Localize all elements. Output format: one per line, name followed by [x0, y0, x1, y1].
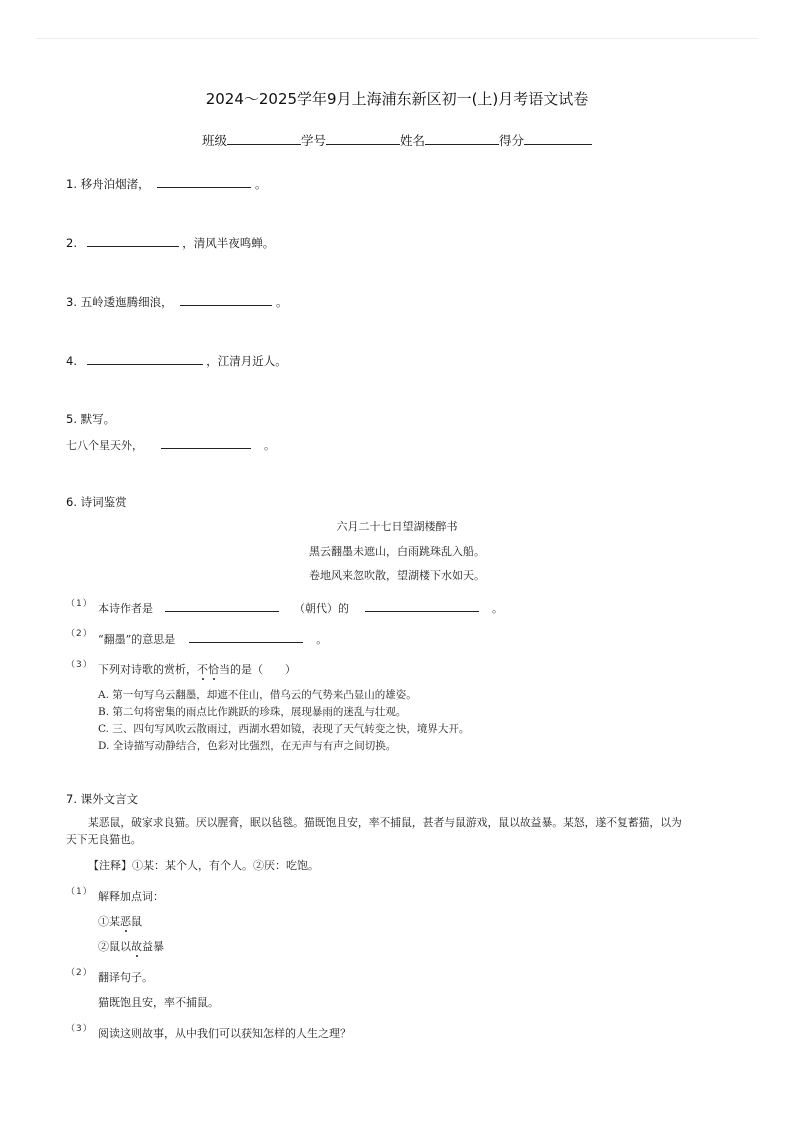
- question-number: 5.: [66, 412, 77, 426]
- question-number: 6.: [66, 495, 77, 509]
- passage-note: 【注释】①某：某个人，有个人。②厌：吃饱。: [88, 859, 319, 872]
- option-d[interactable]: D. 全诗描写动静结合，色彩对比强烈，在无声与有声之间切换。: [98, 740, 397, 752]
- question-7: [66, 791, 138, 807]
- translate-sentence: 猫既饱且安，率不捕鼠。: [98, 996, 219, 1009]
- sub-question-6-1: [98, 599, 503, 616]
- passage-line: 某恶鼠，破家求良猫。厌以腥膏，眠以毡毯。猫既饱且安，率不捕鼠，甚者与鼠游戏，鼠以故益暴。某怒，遂不复蓄猫，以为: [88, 816, 682, 829]
- word-text: ①某: [98, 915, 120, 928]
- word-item: [98, 938, 164, 954]
- sub-question-7-3: 阅读这则故事，从中我们可以获知怎样的人生之理？: [98, 1027, 351, 1040]
- dotted-char: 故: [131, 940, 142, 953]
- sub-question-number: （3）: [66, 1024, 93, 1034]
- question-4: [66, 352, 287, 369]
- header-divider: [36, 38, 758, 39]
- word-text: 鼠: [131, 915, 142, 928]
- question-5-line: [66, 436, 275, 453]
- class-label: 班级: [201, 133, 227, 148]
- question-end: 。: [254, 177, 267, 191]
- dynasty-blank[interactable]: [365, 599, 479, 612]
- option-b[interactable]: B. 第二句将密集的雨点比作跳跃的珍珠，展现暴雨的迷乱与壮观。: [98, 706, 407, 718]
- student-info-line: [0, 131, 794, 149]
- page-title: 2024～2025学年9月上海浦东新区初一(上)月考语文试卷: [205, 90, 589, 108]
- class-field[interactable]: [227, 132, 301, 145]
- question-text: 五岭逶迤腾细浪，: [80, 295, 173, 309]
- sub-question-text: 本诗作者是: [98, 602, 153, 615]
- sub-question-end: 。: [316, 633, 328, 646]
- word-text: ②鼠以: [98, 940, 131, 953]
- option-a[interactable]: A. 第一句写乌云翻墨，却遮不住山，借乌云的气势来凸显山的雄姿。: [98, 689, 417, 701]
- question-heading: 课外文言文: [80, 792, 139, 806]
- question-text: 默写。: [80, 412, 116, 426]
- number-field[interactable]: [326, 132, 400, 145]
- name-label: 姓名: [400, 133, 426, 148]
- answer-blank[interactable]: [87, 234, 179, 247]
- sub-question-6-3: [98, 661, 296, 677]
- poem-title: 六月二十七日望湖楼醉书: [336, 520, 458, 533]
- answer-blank[interactable]: [180, 293, 272, 306]
- line-text: 七八个星天外，: [66, 439, 143, 452]
- question-number: 2.: [66, 236, 77, 250]
- poem-line: 黑云翻墨未遮山，白雨跳珠乱入船。: [309, 545, 485, 558]
- sub-question-text: “翻墨”的意思是: [98, 633, 176, 646]
- sub-question-number: （2）: [66, 968, 93, 978]
- dotted-char: 不: [197, 663, 208, 676]
- question-end: 。: [275, 295, 288, 309]
- sub-question-6-2: [98, 630, 327, 647]
- question-number: 3.: [66, 295, 77, 309]
- question-5: [66, 411, 115, 427]
- sub-question-number: （2）: [66, 629, 93, 639]
- question-3: [66, 293, 287, 310]
- dotted-char: 恶: [120, 915, 131, 928]
- passage-line: 天下无良猫也。: [66, 833, 142, 846]
- answer-blank[interactable]: [161, 436, 251, 449]
- line-end: 。: [264, 439, 275, 452]
- question-1: [66, 175, 266, 192]
- question-number: 1.: [66, 177, 77, 191]
- question-text: ，清风半夜鸣蝉。: [182, 236, 275, 250]
- score-field[interactable]: [524, 132, 592, 145]
- question-text: ，江清月近人。: [206, 354, 287, 368]
- sub-question-number: （3）: [66, 660, 93, 670]
- name-field[interactable]: [425, 132, 499, 145]
- score-label: 得分: [499, 133, 525, 148]
- sub-question-7-2: 翻译句子。: [98, 971, 153, 984]
- question-heading: 诗词鉴赏: [80, 495, 127, 509]
- author-blank[interactable]: [165, 599, 279, 612]
- word-item: [98, 913, 142, 929]
- question-6: [66, 494, 127, 510]
- dotted-char: 恰: [208, 663, 219, 676]
- sub-question-7-1: 解释加点词：: [98, 890, 164, 903]
- answer-blank[interactable]: [87, 352, 203, 365]
- question-number: 7.: [66, 792, 77, 806]
- sub-question-text: （朝代）的: [294, 602, 349, 615]
- word-text: 益暴: [142, 940, 164, 953]
- sub-question-number: （1）: [66, 599, 93, 609]
- sub-question-number: （1）: [66, 887, 93, 897]
- stem-text: 当的是（ ）: [219, 663, 296, 676]
- answer-blank[interactable]: [157, 175, 251, 188]
- question-text: 移舟泊烟渚，: [80, 177, 150, 191]
- question-number: 4.: [66, 354, 77, 368]
- option-c[interactable]: C. 三、四句写风吹云散雨过，西湖水碧如镜，表现了天气转变之快，境界大开。: [98, 723, 470, 735]
- number-label: 学号: [300, 133, 326, 148]
- sub-question-end: 。: [492, 602, 503, 615]
- answer-blank[interactable]: [189, 630, 303, 643]
- stem-text: 下列对诗歌的赏析，: [98, 663, 197, 676]
- question-2: [66, 234, 274, 251]
- poem-line: 卷地风来忽吹散，望湖楼下水如天。: [309, 569, 485, 582]
